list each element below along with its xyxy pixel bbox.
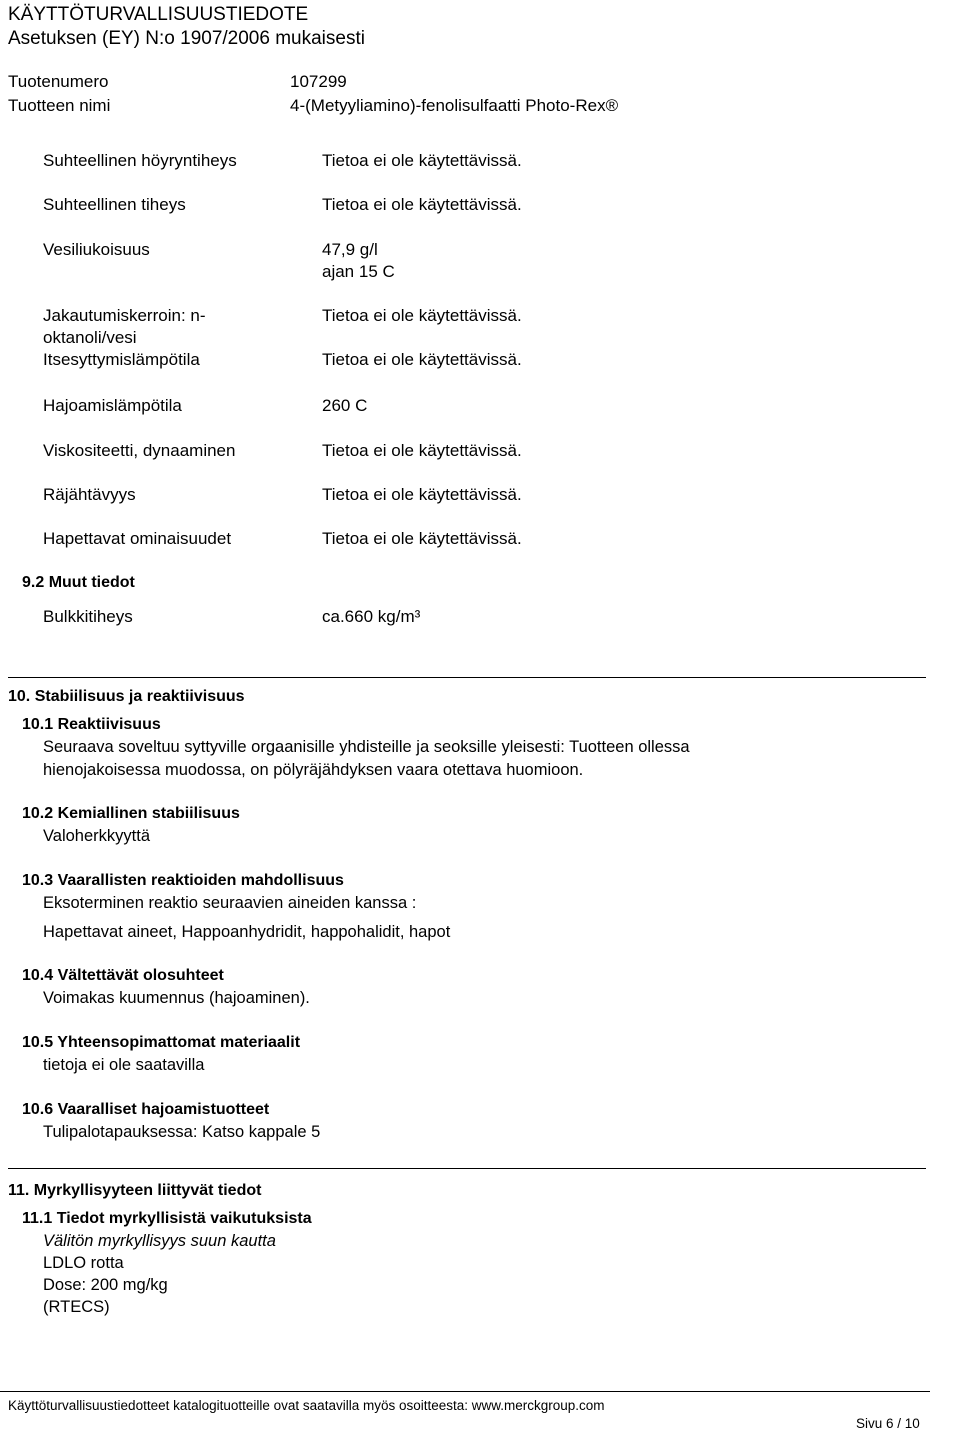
property-value: Tietoa ei ole käytettävissä. [322,441,522,460]
exposure-route: Välitön myrkyllisyys suun kautta [43,1232,276,1250]
property-value: 260 C [322,396,368,415]
property-label: Hajoamislämpötila [43,396,182,415]
property-label: Itsesyttymislämpötila [43,350,200,369]
product-number-label: Tuotenumero [8,72,109,91]
product-name-label: Tuotteen nimi [8,96,111,115]
property-label: Bulkkitiheys [43,607,133,626]
subsection-heading: 11.1 Tiedot myrkyllisistä vaikutuksista [22,1210,312,1227]
subsection-heading: 10.1 Reaktiivisuus [22,716,161,733]
subsection-heading: 10.6 Vaaralliset hajoamistuotteet [22,1101,270,1118]
property-value: Tietoa ei ole käytettävissä. [322,151,522,170]
toxicity-line: Dose: 200 mg/kg [43,1276,168,1294]
footer-divider [0,1391,930,1392]
section-heading-11: 11. Myrkyllisyyteen liittyvät tiedot [8,1182,262,1199]
property-label: Räjähtävyys [43,485,136,504]
subsection-heading: 10.2 Kemiallinen stabiilisuus [22,805,240,822]
property-label: Hapettavat ominaisuudet [43,529,232,548]
subsection-text: Eksoterminen reaktio seuraavien aineiden kanssa : [43,894,417,912]
property-value: Tietoa ei ole käytettävissä. [322,529,522,548]
property-value: Tietoa ei ole käytettävissä. [322,485,522,504]
section-divider [8,1168,926,1169]
footer-note: Käyttöturvallisuustiedotteet katalogituotteille ovat saatavilla myös osoitteesta: www.merckgroup.com [8,1398,605,1413]
property-label: Jakautumiskerroin: n- [43,306,206,325]
property-value: Tietoa ei ole käytettävissä. [322,306,522,325]
property-label-continued: oktanoli/vesi [43,328,137,347]
page-number: Sivu 6 / 10 [856,1416,920,1431]
property-label: Suhteellinen höyryntiheys [43,151,237,170]
section-heading-9-2: 9.2 Muut tiedot [22,574,135,591]
property-label: Vesiliukoisuus [43,240,150,259]
subsection-heading: 10.4 Vältettävät olosuhteet [22,967,224,984]
property-value: Tietoa ei ole käytettävissä. [322,195,522,214]
toxicity-line: (RTECS) [43,1298,110,1316]
toxicity-line: LDLO rotta [43,1254,124,1272]
document-title: KÄYTTÖTURVALLISUUSTIEDOTE [8,4,309,25]
product-number: 107299 [290,72,347,91]
subsection-text: tietoja ei ole saatavilla [43,1056,205,1074]
subsection-text: Seuraava soveltuu syttyville orgaanisille yhdisteille ja seoksille yleisesti: Tuotteen ollessa [43,738,690,756]
subsection-text: Hapettavat aineet, Happoanhydridit, happohalidit, hapot [43,923,451,941]
property-value: 47,9 g/l [322,240,378,259]
subsection-text: hienojakoisessa muodossa, on pölyräjähdyksen vaara otettava huomioon. [43,761,584,779]
subsection-text: Valoherkkyyttä [43,827,150,845]
section-heading-10: 10. Stabiilisuus ja reaktiivisuus [8,688,245,705]
property-value: Tietoa ei ole käytettävissä. [322,350,522,369]
property-label: Suhteellinen tiheys [43,195,186,214]
property-value-note: ajan 15 C [322,262,395,281]
subsection-text: Voimakas kuumennus (hajoaminen). [43,989,310,1007]
property-value: ca.660 kg/m³ [322,607,421,626]
regulation-reference: Asetuksen (EY) N:o 1907/2006 mukaisesti [8,28,365,49]
subsection-heading: 10.5 Yhteensopimattomat materiaalit [22,1034,301,1051]
subsection-text: Tulipalotapauksessa: Katso kappale 5 [43,1123,321,1141]
section-divider [8,677,926,678]
product-name: 4-(Metyyliamino)-fenolisulfaatti Photo-Rex® [290,96,619,115]
subsection-heading: 10.3 Vaarallisten reaktioiden mahdollisuus [22,872,344,889]
property-label: Viskositeetti, dynaaminen [43,441,236,460]
